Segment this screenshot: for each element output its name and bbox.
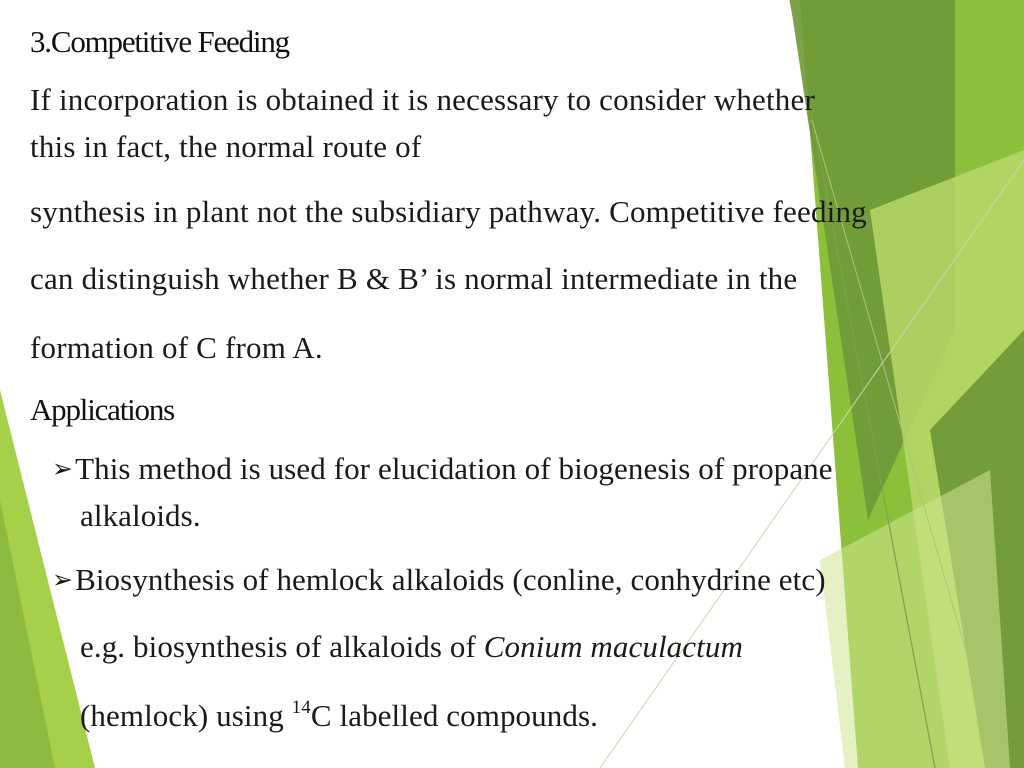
bullet-2-example-line xyxy=(80,629,743,665)
bullet-2 xyxy=(52,562,826,598)
section-title: 3.Competitive Feeding xyxy=(30,24,289,59)
bullet-1-continuation: alkaloids. xyxy=(80,498,201,533)
arrow-bullet-icon: ➢ xyxy=(52,565,74,594)
paragraph-line-5: formation of C from A. xyxy=(30,330,323,365)
paragraph-line-4: can distinguish whether B & B’ is normal intermediate in the xyxy=(30,261,798,296)
label-suffix: C labelled compounds. xyxy=(310,698,598,733)
paragraph-line-2: this in fact, the normal route of xyxy=(30,129,422,164)
applications-heading: Applications xyxy=(30,392,175,427)
paragraph-line-1: If incorporation is obtained it is necessary to consider whether xyxy=(30,82,815,117)
arrow-bullet-icon: ➢ xyxy=(52,454,74,483)
bullet-2-text: Biosynthesis of hemlock alkaloids (conline, conhydrine etc) xyxy=(75,562,826,597)
isotope-superscript: 14 xyxy=(291,697,311,718)
bullet-1 xyxy=(52,451,833,487)
example-prefix: e.g. biosynthesis of alkaloids of xyxy=(80,629,484,664)
species-name: Conium maculactum xyxy=(483,629,743,664)
bullet-2-label-line xyxy=(80,698,598,734)
paragraph-line-3: synthesis in plant not the subsidiary pathway. Competitive feeding xyxy=(30,194,867,229)
bullet-1-text: This method is used for elucidation of biogenesis of propane xyxy=(75,451,833,486)
label-prefix: (hemlock) using xyxy=(80,698,292,733)
